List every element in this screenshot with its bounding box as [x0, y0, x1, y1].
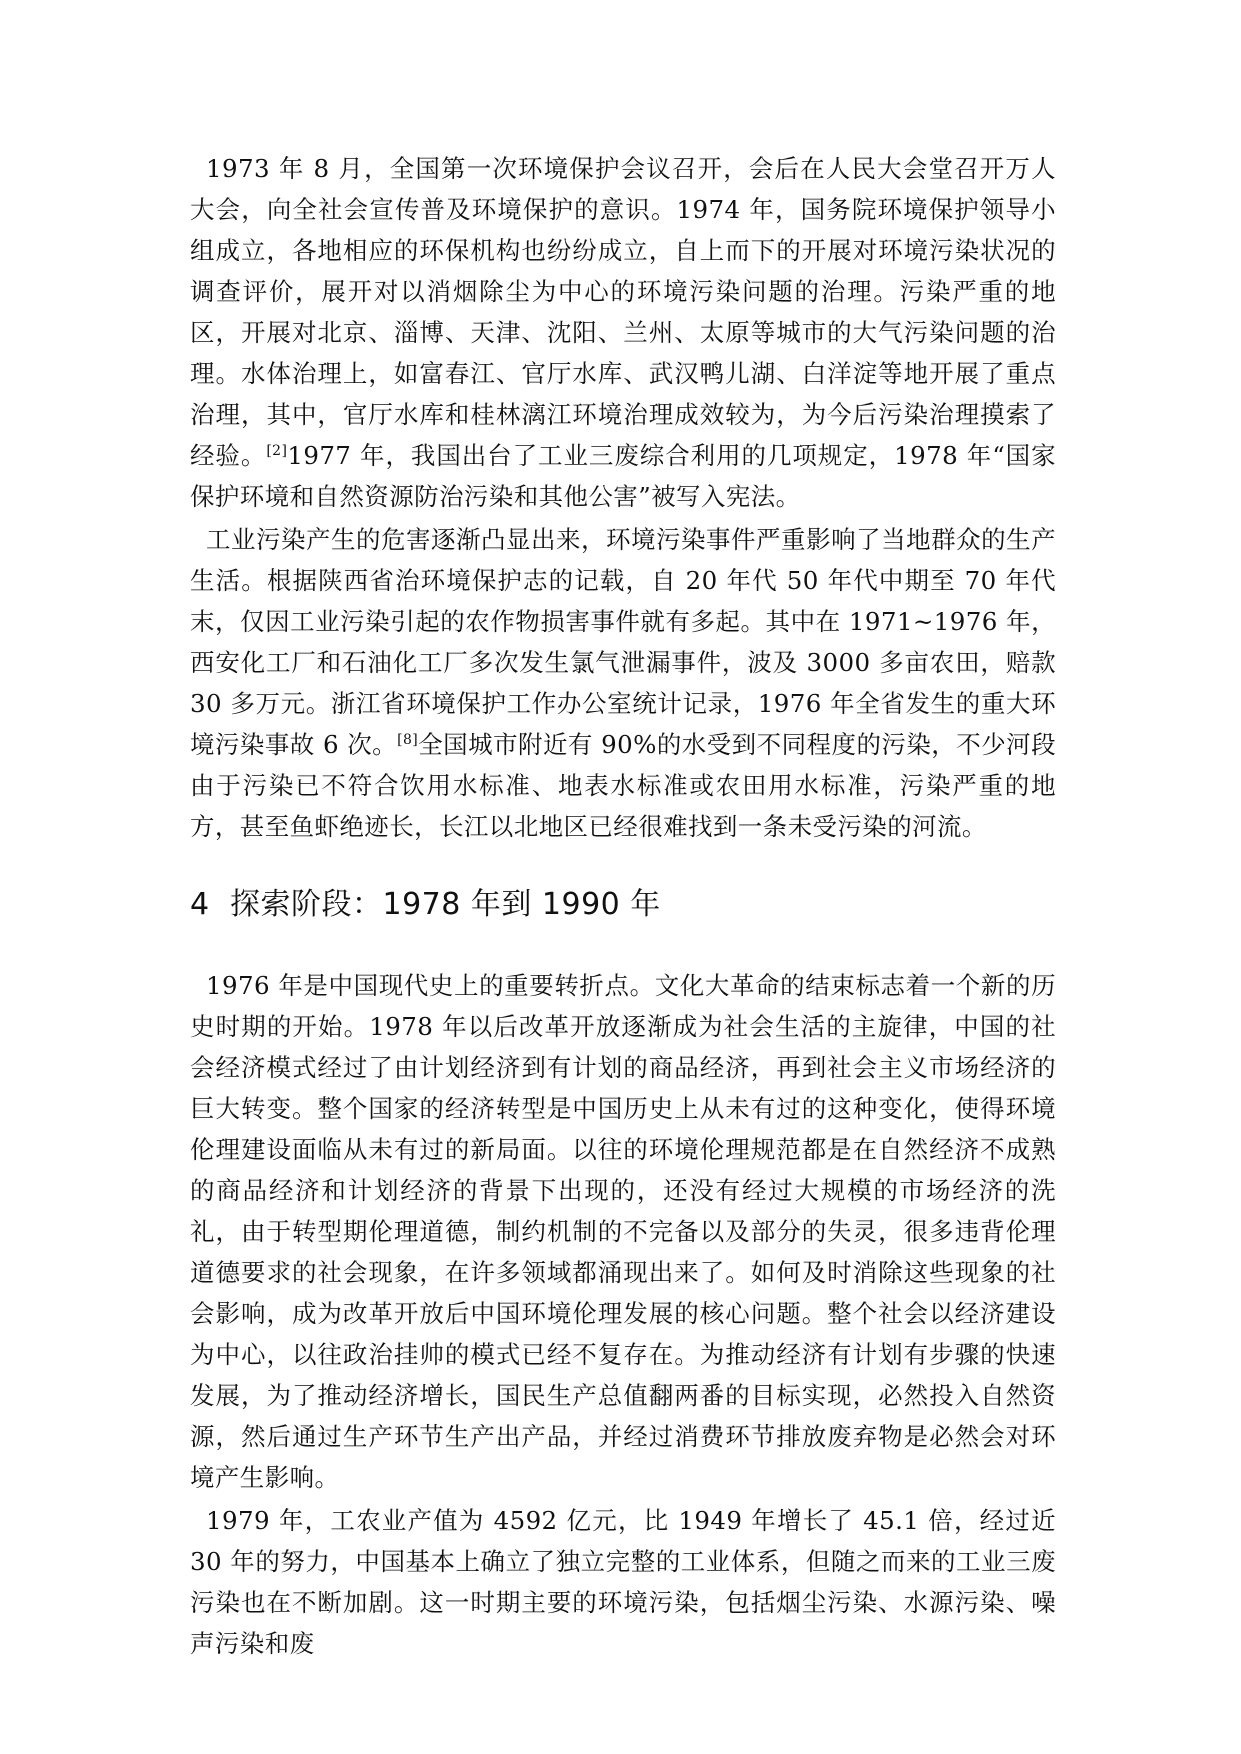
paragraph-text: 1977 年，我国出台了工业三废综合利用的几项规定，1978 年“国家保护环境和自然资源防治污染和其他公害”被写入宪法。 [190, 441, 1056, 511]
paragraph-industrial-pollution [190, 519, 1056, 847]
paragraph-1976-turning-point: 1976 年是中国现代史上的重要转折点。文化大革命的结束标志着一个新的历史时期的开始。1978 年以后改革开放逐渐成为社会生活的主旋律，中国的社会经济模式经过了由计划经济到有计划的商品经济，再到社会主义市场经济的巨大转变。整个国家的经济转型是中国历史上从未有过的这种变化，使得环境伦理建设面临从未有过的新局面。以往的环境伦理规范都是在自然经济不成熟的商品经济和计划经济的背景下出现的，还没有经过大规模的市场经济的洗礼，由于转型期伦理道德，制约机制的不完备以及部分的失灵，很多违背伦理道德要求的社会现象，在许多领域都涌现出来了。如何及时消除这些现象的社会影响，成为改革开放后中国环境伦理发展的核心问题。整个社会以经济建设为中心，以往政治挂帅的模式已经不复存在。为推动经济有计划有步骤的快速发展，为了推动经济增长，国民生产总值翻两番的目标实现，必然投入自然资源，然后通过生产环节生产出产品，并经过消费环节排放废弃物是必然会对环境产生影响。 [190, 971, 1056, 1492]
section-title: 探索阶段：1978 年到 1990 年 [230, 887, 661, 922]
section-heading [190, 885, 1056, 925]
paragraph-1973-conference [190, 148, 1056, 517]
paragraph-text: 全国城市附近有 90%的水受到不同程度的污染，不少河段由于污染已不符合饮用水标准、地表水标准或农田用水标准，污染严重的地方，甚至鱼虾绝迹长，长江以北地区已经很难找到一条未受污染的河流。 [190, 730, 1056, 841]
paragraph-text: 1973 年 8 月，全国第一次环境保护会议召开，会后在人民大会堂召开万人大会，向全社会宣传普及环境保护的意识。1974 年，国务院环境保护领导小组成立，各地相应的环保机构也纷纷成立，自上而下的开展对环境污染状况的调查评价，展开对以消烟除尘为中心的环境污染问题的治理。污染严重的地区，开展对北京、淄博、天津、沈阳、兰州、太原等城市的大气污染问题的治理。水体治理上，如富春江、官厅水库、武汉鸭儿湖、白洋淀等地开展了重点治理，其中，官厅水库和桂林漓江环境治理成效较为，为今后污染治理摸索了经验。 [190, 154, 1056, 470]
section-number: 4 [190, 887, 210, 922]
citation-ref: [2] [266, 442, 288, 459]
citation-ref: [8] [397, 731, 419, 748]
paragraph-text: 工业污染产生的危害逐渐凸显出来，环境污染事件严重影响了当地群众的生产生活。根据陕西省治环境保护志的记载，自 20 年代 50 年代中期至 70 年代末，仅因工业污染引起的农作物损害事件就有多起。其中在 1971~1976 年，西安化工厂和石油化工厂多次发生氯气泄漏事件，波及 3000 多亩农田，赔款 30 多万元。浙江省环境保护工作办公室统计记录，1976 年全省发生的重大环境污染事故 6 次。 [190, 525, 1056, 759]
paragraph-1979-output: 1979 年，工农业产值为 4592 亿元，比 1949 年增长了 45.1 倍，经过近 30 年的努力，中国基本上确立了独立完整的工业体系，但随之而来的工业三废污染也在不断加剧。这一时期主要的环境污染，包括烟尘污染、水源污染、噪声污染和废 [190, 1506, 1056, 1658]
page-content [190, 148, 1056, 1666]
